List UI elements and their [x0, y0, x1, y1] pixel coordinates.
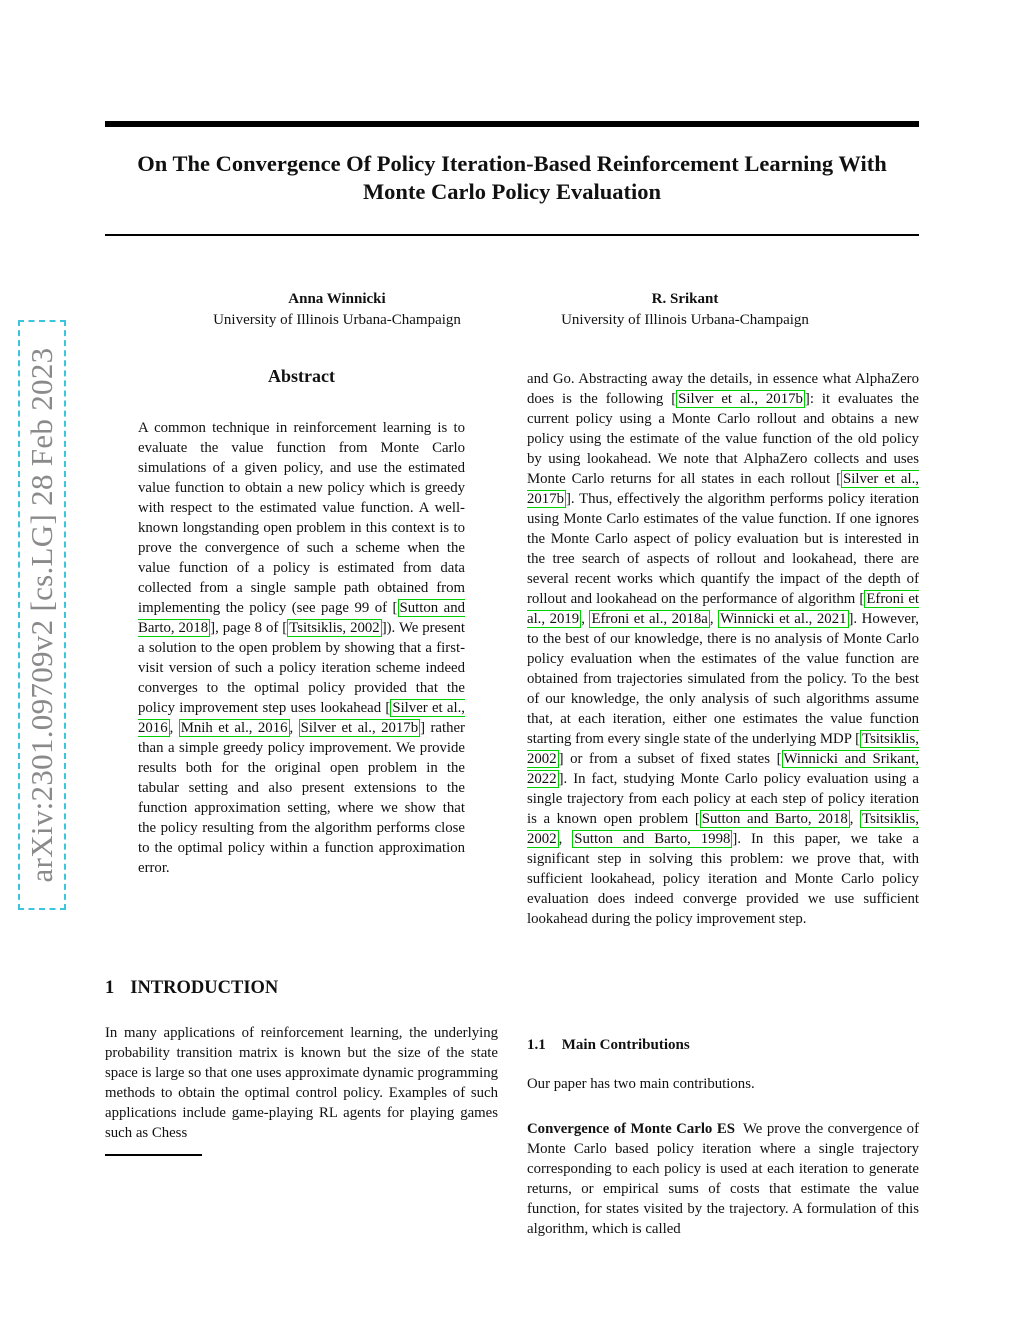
section-number: 1 [105, 978, 115, 998]
citation-link[interactable]: Silver et al., 2016 [138, 700, 466, 736]
citation-link[interactable]: Winnicki et al., 2021 [720, 611, 847, 627]
paragraph-lead: Convergence of Monte Carlo ES [527, 1121, 735, 1137]
text-run: ]. Thus, effectively the algorithm performs policy iteration using Monte Carlo estimates of the value function. If one ignores the Monte Carlo aspect of policy evaluation but is interested in the tree search of aspects of rollout and lookahead, there are several recent works which quantify the impact of the depth of rollout and lookahead on the performance of algorithm [ [527, 491, 919, 607]
citation-link[interactable]: Winnicki and Srikant, 2022 [527, 751, 919, 787]
subsection-title: Main Contributions [561, 1037, 690, 1053]
text-run: ] rather than a simple greedy policy improvement. We provide results both for the original open problem in the tabular setting and also present extensions to the function approximation setting, where we show that the policy resulting from the algorithm performs close to the optimal policy within a function approximation error. [138, 720, 465, 876]
text-run: A common technique in reinforcement learning is to evaluate the value function from Monte Carlo simulations of a given policy, and use the estimated value function to obtain a new policy which is greedy with respect to the estimated value function. A well-known longstanding open problem in this context is to prove the convergence of such a scheme when the value function of a policy is estimated from data collected from a single sample path obtained from implementing the policy (see page 99 of [ [138, 420, 465, 616]
author-affiliation: University of Illinois Urbana-Champaign [561, 312, 809, 328]
contributions-intro-text: Our paper has two main contributions. [527, 1076, 755, 1092]
text-run: ]. In fact, studying Monte Carlo policy evaluation using a single trajectory from each policy at each step of policy iteration is a known open problem [ [527, 771, 919, 827]
citation-link[interactable]: Mnih et al., 2016 [180, 720, 288, 736]
arxiv-stamp [18, 320, 66, 910]
citation-link[interactable]: Sutton and Barto, 1998 [574, 831, 731, 847]
text-run: , [581, 611, 590, 627]
citation-link[interactable]: Tsitsiklis, 2002 [527, 811, 919, 847]
paper-title: On The Convergence Of Policy Iteration-Based Reinforcement Learning With Monte Carlo Policy Evaluation [137, 151, 887, 204]
author-name: Anna Winnicki [288, 291, 386, 307]
text-run: and Go. Abstracting away the details, in essence what AlphaZero does is the following [ [527, 371, 919, 407]
citation-link[interactable]: Sutton and Barto, 2018 [138, 600, 466, 636]
text-run: ]. In this paper, we take a significant step in solving this problem: we prove that, with sufficient lookahead, policy iteration and Monte Carlo policy evaluation does indeed converge provided we use sufficient lookahead during the policy improvement step. [527, 831, 919, 927]
right-column-text [527, 369, 919, 929]
citation-link[interactable]: Silver et al., 2017b [527, 471, 919, 507]
author-affiliation: University of Illinois Urbana-Champaign [213, 312, 461, 328]
section-heading-introduction [105, 978, 278, 999]
author-name: R. Srikant [651, 291, 719, 307]
citation-link[interactable]: Efroni et al., 2018a [591, 611, 708, 627]
text-run: ]: it evaluates the current policy using a Monte Carlo rollout and obtains a new policy using the estimate of the value function of the old policy by using lookahead. We note that AlphaZero collects and uses Monte Carlo returns for all states in each rollout [ [527, 391, 919, 487]
contribution-paragraph [527, 1119, 919, 1239]
text-run: , [289, 720, 299, 736]
footnote-rule [105, 1154, 202, 1156]
text-run: , [849, 811, 861, 827]
title-bottom-rule [105, 234, 919, 236]
text-run: ]). We present a solution to the open problem by showing that a first-visit version of such a policy iteration scheme indeed converges to the optimal policy provided that the policy improvement step uses lookahead [ [138, 620, 465, 716]
text-run: , [558, 831, 573, 847]
text-run: , [709, 611, 719, 627]
section-title: INTRODUCTION [130, 978, 279, 998]
citation-link[interactable]: Silver et al., 2017b [300, 720, 419, 736]
citation-link[interactable]: Silver et al., 2017b [678, 391, 803, 407]
abstract-text [138, 418, 465, 878]
text-run: , [169, 720, 179, 736]
text-run: ], page 8 of [ [210, 620, 288, 636]
text-run: ] or from a subset of fixed states [ [558, 751, 782, 767]
introduction-text: In many applications of reinforcement learning, the underlying probability transition matrix is known but the size of the state space is large so that one uses approximate dynamic programming methods to obtain the optimal control policy. Examples of such applications include game-playing RL agents for playing games such as Chess [105, 1025, 498, 1141]
citation-link[interactable]: Efroni et al., 2019 [527, 591, 920, 627]
citation-link[interactable]: Tsitsiklis, 2002 [527, 731, 919, 767]
author-block-2 [495, 289, 875, 331]
author-block-1 [147, 289, 527, 331]
citation-link[interactable]: Sutton and Barto, 2018 [701, 811, 848, 827]
arxiv-id: arXiv:2301.09709v2 [cs.LG] 28 Feb 2023 [24, 347, 59, 883]
citation-link[interactable]: Tsitsiklis, 2002 [289, 620, 380, 636]
subsection-heading-main-contributions [527, 1037, 690, 1054]
abstract-heading: Abstract [268, 366, 335, 386]
text-run: ]. However, to the best of our knowledge, there is no analysis of Monte Carlo policy evaluation when the estimates of the value function are obtained from trajectories simulated from the policy. To the best of our knowledge, the only analysis of such algorithms assume that, at each iteration, either one estimates the value function starting from every single state of the underlying MDP [ [527, 611, 920, 747]
paragraph-text: We prove the convergence of Monte Carlo based policy iteration where a single trajectory corresponding to each policy is used at each iteration to generate returns, or empirical sums of costs that estimate the value function, for states visited by the trajectory. A formulation of this algorithm, which is called [527, 1121, 920, 1237]
title-top-rule [105, 121, 919, 127]
subsection-number: 1.1 [527, 1037, 546, 1053]
